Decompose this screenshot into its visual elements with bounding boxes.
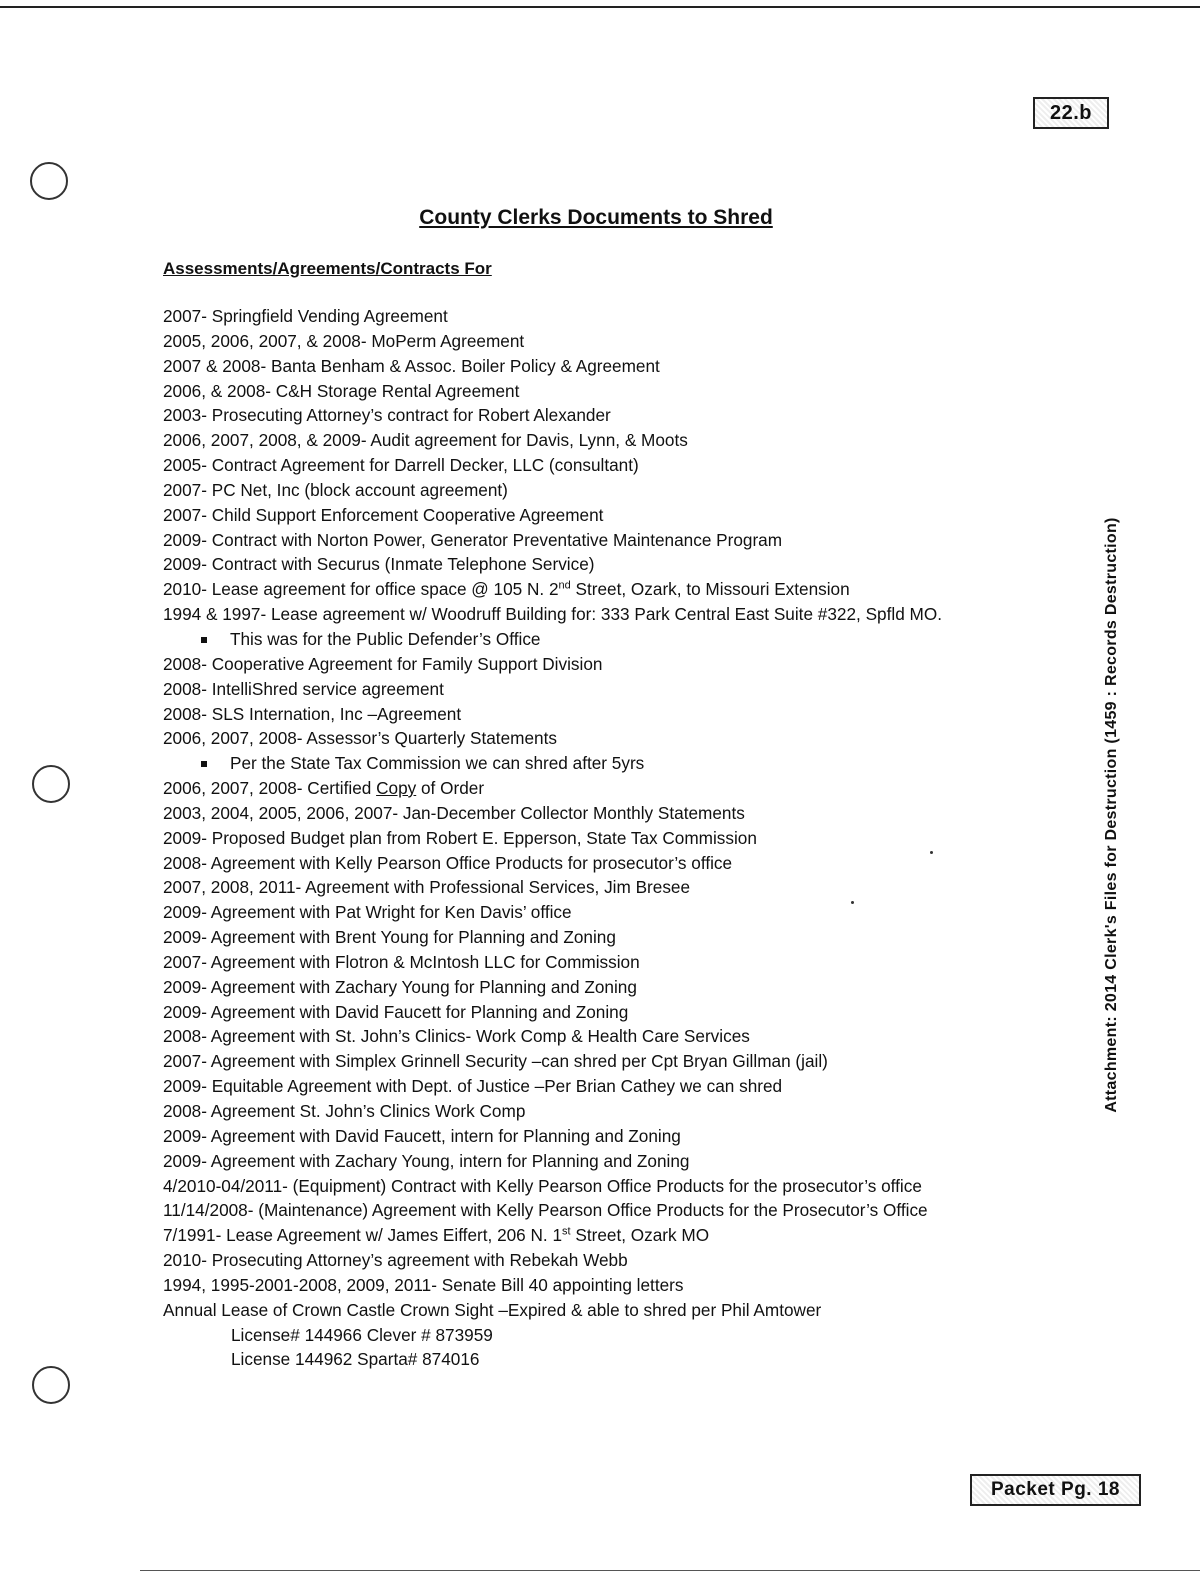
- list-item: 2006, 2007, 2008, & 2009- Audit agreement for Davis, Lynn, & Moots: [163, 430, 688, 451]
- list-item: 2007- PC Net, Inc (block account agreement): [163, 479, 508, 500]
- list-item: 2008- Agreement St. John’s Clinics Work Comp: [163, 1101, 526, 1121]
- list-item: 2008- IntelliShred service agreement: [163, 678, 444, 699]
- list-item: 2009- Agreement with Zachary Young, intern for Planning and Zoning: [163, 1150, 690, 1171]
- list-item: 2007- Agreement with Flotron & McIntosh LLC for Commission: [163, 951, 640, 972]
- list-item: 2005- Contract Agreement for Darrell Decker, LLC (consultant): [163, 455, 639, 476]
- bullet-note: [163, 627, 1063, 652]
- list-item: 2009- Proposed Budget plan from Robert E. Epperson, State Tax Commission: [163, 827, 757, 848]
- license-line: License 144962 Sparta# 874016: [231, 1349, 480, 1370]
- list-item-text: Street, Ozark, to Missouri Extension: [570, 579, 850, 600]
- list-item: 2007 & 2008- Banta Benham & Assoc. Boiler Policy & Agreement: [163, 355, 660, 376]
- list-item: 2008- Cooperative Agreement for Family Support Division: [163, 653, 603, 674]
- license-line: License# 144966 Clever # 873959: [231, 1324, 493, 1345]
- top-scan-edge: [0, 6, 1200, 8]
- ordinal-suffix: nd: [558, 579, 571, 592]
- page-title: County Clerks Documents to Shred: [419, 206, 773, 229]
- punch-hole-icon: [32, 765, 70, 803]
- list-item-text: 2010- Lease agreement for office space @ 105 N. 2: [163, 579, 559, 600]
- list-item: 2006, 2007, 2008- Assessor’s Quarterly Statements: [163, 728, 557, 749]
- list-item: 1994 & 1997- Lease agreement w/ Woodruff Building for: 333 Park Central East Suite #322, Spfld MO.: [163, 604, 942, 625]
- list-item: 2008- Agreement with Kelly Pearson Office Products for prosecutor’s office: [163, 852, 733, 873]
- list-item: 1994, 1995-2001-2008, 2009, 2011- Senate Bill 40 appointing letters: [163, 1274, 684, 1295]
- list-item-text: Street, Ozark MO: [570, 1225, 710, 1246]
- list-item: 2007- Child Support Enforcement Cooperative Agreement: [163, 504, 604, 525]
- scan-speck: [851, 901, 854, 904]
- section-heading: Assessments/Agreements/Contracts For: [163, 259, 492, 278]
- list-item-text: 2006, 2007, 2008- Certified: [163, 778, 377, 799]
- list-item: 2006, & 2008- C&H Storage Rental Agreement: [163, 380, 520, 401]
- list-item: 2007- Springfield Vending Agreement: [163, 306, 448, 326]
- list-item: 2009- Agreement with Zachary Young for Planning and Zoning: [163, 976, 637, 997]
- underlined-word: Copy: [376, 778, 417, 799]
- list-item: 2009- Equitable Agreement with Dept. of Justice –Per Brian Cathey we can shred: [163, 1076, 783, 1097]
- bullet-note: [163, 751, 1063, 776]
- list-item: 11/14/2008- (Maintenance) Agreement with Kelly Pearson Office Products for the Prosecutor’s Office: [163, 1200, 928, 1221]
- list-item: 2005, 2006, 2007, & 2008- MoPerm Agreement: [163, 330, 525, 351]
- document-list: [163, 304, 1063, 1372]
- list-item: 4/2010-04/2011- (Equipment) Contract with Kelly Pearson Office Products for the prosecutor’s office: [163, 1175, 922, 1196]
- list-item-text: of Order: [416, 778, 485, 799]
- list-item: 2010- Prosecuting Attorney’s agreement with Rebekah Webb: [163, 1250, 628, 1271]
- list-item: 2009- Agreement with David Faucett for Planning and Zoning: [163, 1001, 629, 1022]
- scan-speck: [930, 851, 933, 854]
- ordinal-suffix: st: [562, 1225, 571, 1238]
- list-item-text: 7/1991- Lease Agreement w/ James Eiffert, 206 N. 1: [163, 1225, 563, 1246]
- list-item: 2003, 2004, 2005, 2006, 2007- Jan-December Collector Monthly Statements: [163, 802, 745, 823]
- list-item: 2008- SLS Internation, Inc –Agreement: [163, 703, 462, 724]
- list-item: 2008- Agreement with St. John’s Clinics- Work Comp & Health Care Services: [163, 1026, 750, 1047]
- bullet-note-text: Per the State Tax Commission we can shred after 5yrs: [230, 753, 645, 774]
- list-item: 2007- Agreement with Simplex Grinnell Security –can shred per Cpt Bryan Gillman (jail): [163, 1051, 828, 1072]
- packet-page-stamp: Packet Pg. 18: [970, 1474, 1141, 1506]
- list-item: 2009- Agreement with David Faucett, intern for Planning and Zoning: [163, 1125, 681, 1146]
- list-item: 2007, 2008, 2011- Agreement with Professional Services, Jim Bresee: [163, 877, 691, 898]
- list-item: [163, 577, 1063, 602]
- list-item: 2009- Agreement with Pat Wright for Ken Davis’ office: [163, 902, 572, 923]
- list-item: 2009- Contract with Norton Power, Generator Preventative Maintenance Program: [163, 529, 783, 550]
- list-item: 2003- Prosecuting Attorney’s contract for Robert Alexander: [163, 405, 611, 426]
- list-item: 2009- Contract with Securus (Inmate Telephone Service): [163, 554, 595, 575]
- list-item: [163, 776, 1063, 801]
- punch-hole-icon: [32, 1366, 70, 1404]
- attachment-side-note: Attachment: 2014 Clerk's Files for Destruction (1459 : Records Destruction): [1103, 517, 1120, 1113]
- list-item: Annual Lease of Crown Castle Crown Sight –Expired & able to shred per Phil Amtower: [163, 1299, 822, 1320]
- punch-hole-icon: [30, 162, 68, 200]
- list-item: 2009- Agreement with Brent Young for Planning and Zoning: [163, 927, 616, 948]
- document-id-stamp: 22.b: [1033, 97, 1109, 129]
- list-item: [163, 1223, 1063, 1248]
- bottom-scan-edge: [140, 1570, 1200, 1571]
- bullet-note-text: This was for the Public Defender’s Office: [230, 628, 541, 649]
